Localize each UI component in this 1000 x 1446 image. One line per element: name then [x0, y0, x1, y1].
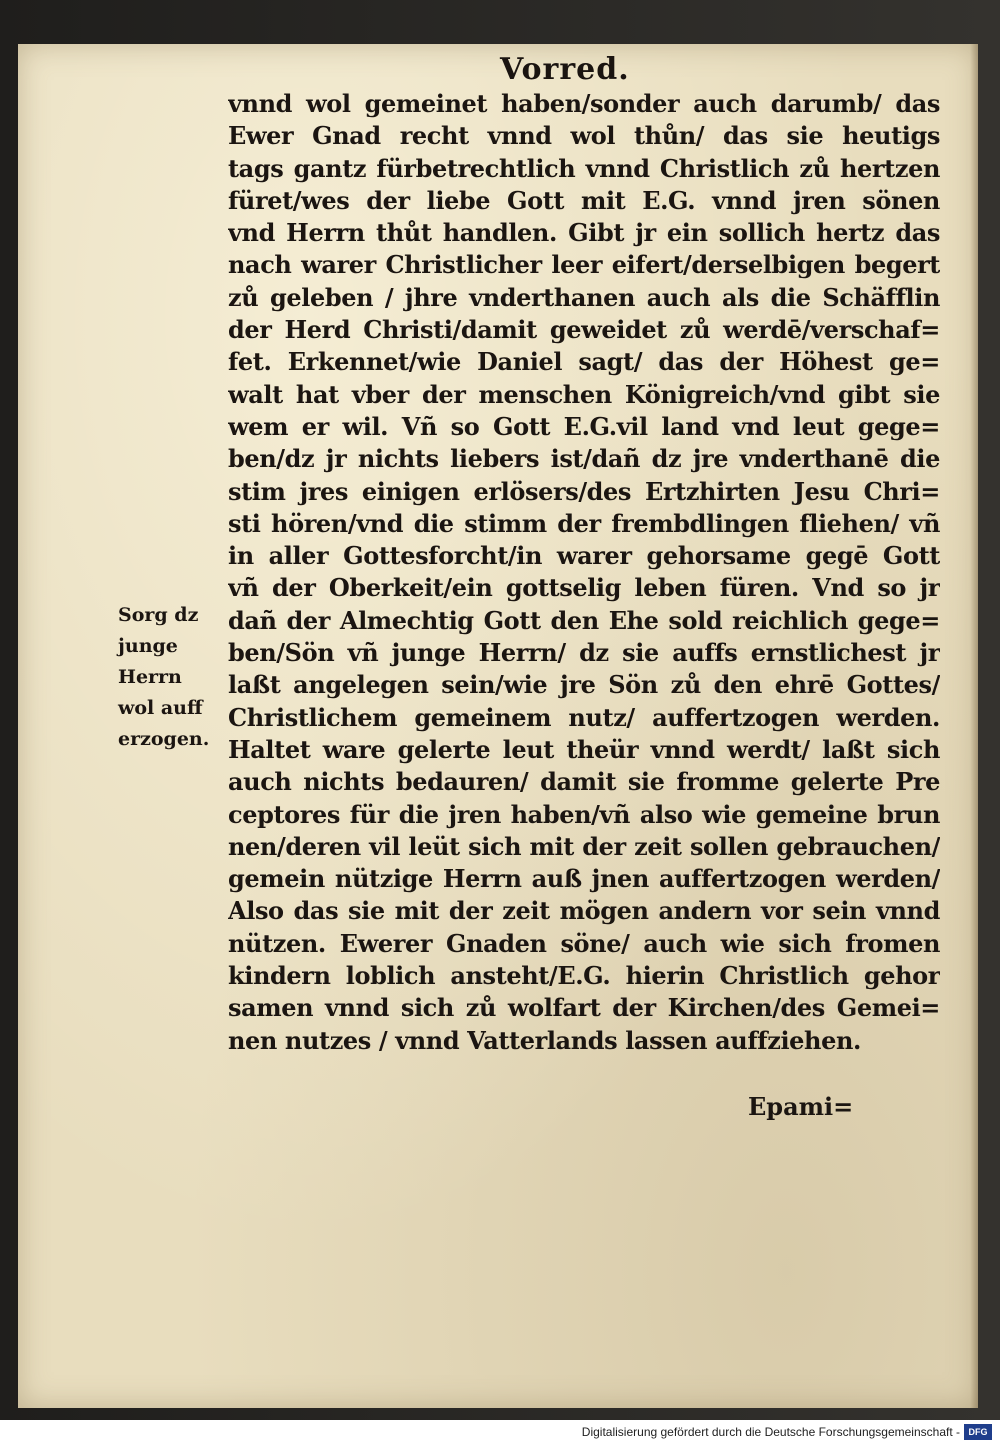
- funding-credit: Digitalisierung gefördert durch die Deutsche Forschungsgemeinschaft -: [581, 1425, 960, 1439]
- text-line: in aller Gottesforcht/in warer gehorsame gegē Gott: [228, 541, 940, 571]
- dfg-logo: DFG: [964, 1424, 992, 1440]
- text-line: sti hören/vnd die stimm der frembdlingen fliehen/ vñ: [228, 508, 940, 538]
- text-line: ceptores für die jren haben/vñ also wie gemeine brun: [228, 799, 940, 829]
- body-text: [228, 88, 940, 1057]
- text-line: kindern loblich ansteht/E.G. hierin Christlich gehor: [228, 961, 940, 991]
- text-line: nen nutzes / vnnd Vatterlands lassen auffziehen.: [228, 1025, 861, 1055]
- text-line: ben/dz jr nichts liebers ist/dañ dz jre vnderthanē die: [228, 444, 940, 474]
- text-line: fet. Erkennet/wie Daniel sagt/ das der Höhest ge=: [228, 347, 940, 377]
- text-line: vnnd wol gemeinet haben/sonder auch darumb/ das: [228, 89, 940, 118]
- marginal-note-line: junge: [118, 635, 178, 657]
- running-head: Vorred.: [500, 52, 630, 87]
- marginal-note-line: erzogen.: [118, 728, 210, 750]
- marginal-note-line: wol auff: [118, 697, 203, 719]
- text-line: nen/deren vil leüt sich mit der zeit sollen gebrauchen/: [228, 831, 940, 861]
- text-line: ben/Sön vñ junge Herrn/ dz sie auffs ernstlichest jr: [228, 638, 940, 668]
- text-line: zů geleben / jhre vnderthanen auch als die Schäfflin: [228, 282, 940, 312]
- text-line: dañ der Almechtig Gott den Ehe sold reichlich gege=: [228, 605, 940, 635]
- text-line: wem er wil. Vñ so Gott E.G.vil land vnd leut gege=: [228, 411, 940, 441]
- footer-bar: [0, 1420, 1000, 1446]
- text-line: vnd Herrn thůt handlen. Gibt jr ein sollich hertz das: [228, 218, 940, 248]
- text-line: nützen. Ewerer Gnaden söne/ auch wie sich fromen: [228, 928, 940, 958]
- text-line: Also das sie mit der zeit mögen andern vor sein vnnd: [228, 896, 940, 926]
- text-line: tags gantz fürbetrechtlich vnnd Christlich zů hertzen: [228, 153, 940, 183]
- catchword: Epami=: [748, 1092, 854, 1121]
- marginal-note-line: Sorg dz: [118, 604, 199, 626]
- text-line: auch nichts bedauren/ damit sie fromme gelerte Pre: [228, 767, 940, 797]
- text-line: gemein nützige Herrn auß jnen auffertzogen werden/: [228, 864, 940, 894]
- page-edge-shadow: [970, 44, 978, 1408]
- text-line: nach warer Christlicher leer eifert/derselbigen begert: [228, 250, 940, 280]
- text-line: Haltet ware gelerte leut theür vnnd werdt/ laßt sich: [228, 734, 940, 764]
- text-line: laßt angelegen sein/wie jre Sön zů den ehrē Gottes/: [228, 670, 940, 700]
- text-line: füret/wes der liebe Gott mit E.G. vnnd jren sönen: [228, 185, 940, 215]
- text-line: stim jres einigen erlösers/des Ertzhirten Jesu Chri=: [228, 476, 940, 506]
- text-line: walt hat vber der menschen Königreich/vnd gibt sie: [228, 379, 940, 409]
- text-line: samen vnnd sich zů wolfart der Kirchen/des Gemei=: [228, 993, 940, 1023]
- marginal-note: [118, 600, 228, 755]
- text-line: vñ der Oberkeit/ein gottselig leben füren. Vnd so jr: [228, 573, 940, 603]
- text-line: der Herd Christi/damit geweidet zů werdē/verschaf=: [228, 315, 940, 345]
- text-line: Christlichem gemeinem nutz/ auffertzogen werden.: [228, 702, 940, 732]
- text-line: Ewer Gnad recht vnnd wol thůn/ das sie heutigs: [228, 121, 940, 151]
- marginal-note-line: Herrn: [118, 666, 182, 688]
